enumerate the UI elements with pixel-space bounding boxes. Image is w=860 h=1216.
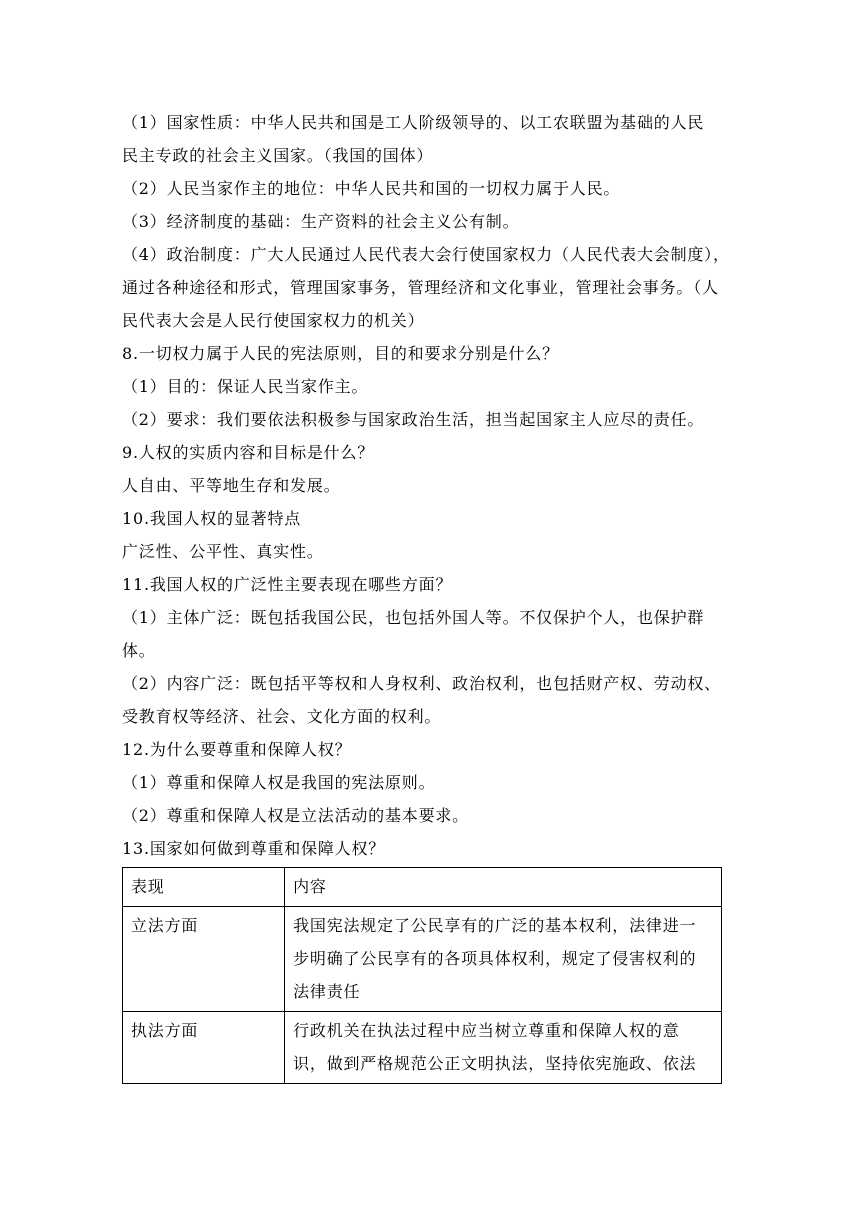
text-line: （3）经济制度的基础：生产资料的社会主义公有制。 [122,212,520,231]
text-line: （1）主体广泛：既包括我国公民，也包括外国人等。不仅保护个人，也保护群 [122,608,705,627]
text-line: 人自由、平等地生存和发展。 [122,476,341,495]
cell-text-line: 我国宪法规定了公民享有的广泛的基本权利，法律进一 [293,916,697,935]
text-line: 民代表大会是人民行使国家权力的机关） [122,311,425,330]
table-header-cell: 内容 [285,868,722,907]
table-row [123,907,722,1012]
question-heading: 9.人权的实质内容和目标是什么？ [122,443,375,462]
text-line: （2）要求：我们要依法积极参与国家政治生活，担当起国家主人应尽的责任。 [122,410,705,429]
question-heading: 10.我国人权的显著特点 [122,509,302,528]
rights-table [122,867,722,1084]
document-page [122,106,732,1084]
cell-text-line: 行政机关在执法过程中应当树立尊重和保障人权的意 [293,1021,680,1040]
table-label-cell: 立法方面 [123,907,285,1012]
table-row [123,1012,722,1084]
cell-text-line: 识，做到严格规范公正文明执法，坚持依宪施政、依法 [293,1054,697,1073]
text-line: 民主专政的社会主义国家。（我国的国体） [122,146,434,165]
table-header-row [123,868,722,907]
text-line: （2）内容广泛：既包括平等权和人身权利、政治权利，也包括财产权、劳动权、 [122,674,721,693]
table-label-cell: 执法方面 [123,1012,285,1084]
text-line: （1）尊重和保障人权是我国的宪法原则。 [122,773,436,792]
table-content-cell [285,907,722,1012]
text-line: （4）政治制度：广大人民通过人民代表大会行使国家权力（人民代表大会制度）， [122,245,730,264]
question-heading: 12.为什么要尊重和保障人权？ [122,740,352,759]
table-content-cell [285,1012,722,1084]
question-heading: 13.国家如何做到尊重和保障人权？ [122,839,386,858]
table-header-cell: 表现 [123,868,285,907]
text-line: （2）人民当家作主的地位：中华人民共和国的一切权力属于人民。 [122,179,621,198]
text-line: 广泛性、公平性、真实性。 [122,542,324,561]
question-heading: 8.一切权力属于人民的宪法原则，目的和要求分别是什么？ [122,344,559,363]
cell-text-line: 法律责任 [293,982,361,1001]
text-line: （1）目的：保证人民当家作主。 [122,377,369,396]
cell-text-line: 步明确了公民享有的各项具体权利，规定了侵害权利的 [293,949,697,968]
text-line: 通过各种途径和形式，管理国家事务，管理经济和文化事业，管理社会事务。（人 [122,278,719,297]
text-line: （2）尊重和保障人权是立法活动的基本要求。 [122,806,469,825]
question-heading: 11.我国人权的广泛性主要表现在哪些方面？ [122,575,453,594]
text-line: （1）国家性质：中华人民共和国是工人阶级领导的、以工农联盟为基础的人民 [122,113,705,132]
text-line: 受教育权等经济、社会、文化方面的权利。 [122,707,442,726]
text-line: 体。 [122,641,156,660]
